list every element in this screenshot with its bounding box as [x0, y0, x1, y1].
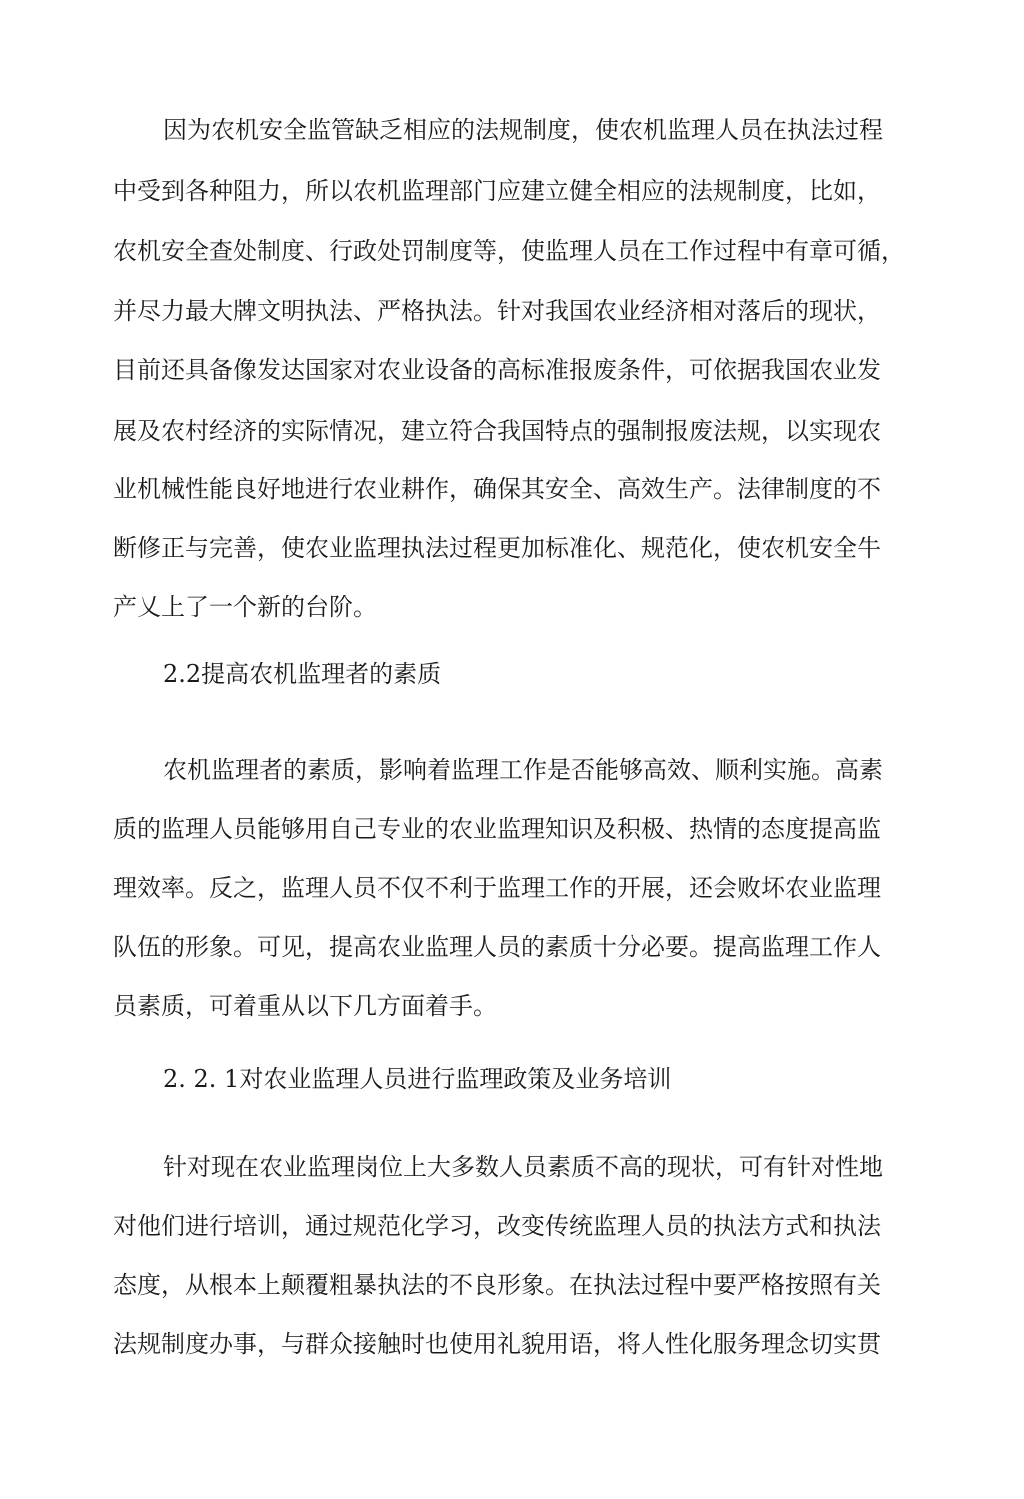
paragraph-2-line-1: 农机监理者的素质，影响着监理工作是否能够高效、顺利实施。高素	[163, 756, 883, 784]
paragraph-2-line-5: 员素质，可着重从以下几方面着手。	[113, 992, 497, 1020]
paragraph-3-line-4: 法规制度办事，与群众接触时也使用礼貌用语，将人性化服务理念切实贯	[113, 1330, 881, 1358]
paragraph-1-line-4: 并尽力最大牌文明执法、严格执法。针对我国农业经济相对落后的现状，	[113, 297, 881, 325]
paragraph-1-line-9: 产乂上了一个新的台阶。	[113, 593, 377, 621]
section-heading-2-2-1: 2. 2. 1对农业监理人员进行监理政策及业务培训	[163, 1065, 672, 1093]
paragraph-1-line-7: 业机械性能良好地进行农业耕作，确保其安全、高效生产。法律制度的不	[113, 475, 881, 503]
paragraph-2-line-3: 理效率。反之，监理人员不仅不利于监理工作的开展，还会败坏农业监理	[113, 874, 881, 902]
paragraph-1-line-1: 因为农机安全监管缺乏相应的法规制度，使农机监理人员在执法过程	[163, 116, 883, 144]
paragraph-2-line-4: 队伍的形象。可见，提高农业监理人员的素质十分必要。提高监理工作人	[113, 933, 881, 961]
paragraph-1-line-5: 目前还具备像发达国家对农业设备的高标准报废条件，可依据我国农业发	[113, 356, 881, 384]
paragraph-1-line-6: 展及农村经济的实际情况，建立符合我国特点的强制报废法规，以实现农	[113, 417, 881, 445]
paragraph-2-line-2: 质的监理人员能够用自己专业的农业监理知识及积极、热情的态度提高监	[113, 815, 881, 843]
paragraph-3-line-2: 对他们进行培训，通过规范化学习，改变传统监理人员的执法方式和执法	[113, 1212, 881, 1240]
paragraph-3-line-1: 针对现在农业监理岗位上大多数人员素质不高的现状，可有针对性地	[163, 1153, 883, 1181]
paragraph-1-line-3: 农机安全查处制度、行政处罚制度等，使监理人员在工作过程中有章可循，	[113, 237, 905, 265]
section-heading-2-2: 2.2提高农机监理者的素质	[163, 660, 442, 688]
paragraph-1-line-8: 断修正与完善，使农业监理执法过程更加标准化、规范化，使农机安全牛	[113, 534, 881, 562]
paragraph-1-line-2: 中受到各种阻力，所以农机监理部门应建立健全相应的法规制度，比如，	[113, 177, 881, 205]
paragraph-3-line-3: 态度，从根本上颠覆粗暴执法的不良形象。在执法过程中要严格按照有关	[113, 1271, 881, 1299]
